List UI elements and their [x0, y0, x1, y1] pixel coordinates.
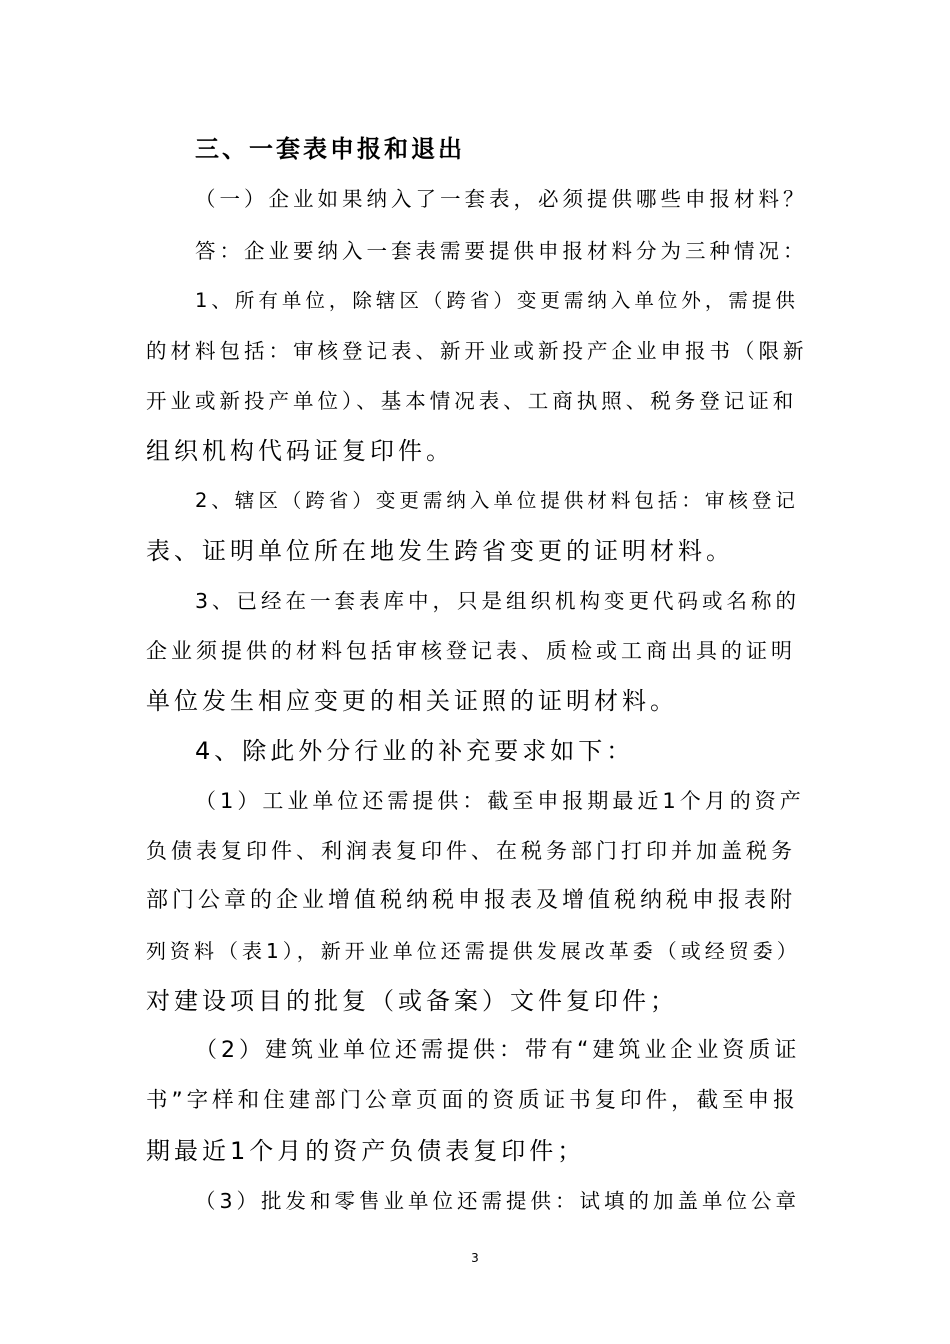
paragraph-line: 2、辖区（跨省）变更需纳入单位提供材料包括：审核登记 [195, 489, 799, 512]
page-number: 3 [471, 1251, 479, 1265]
paragraph-line: 部门公章的企业增值税纳税申报表及增值税纳税申报表附 [146, 888, 797, 913]
question-line: （一）企业如果纳入了一套表，必须提供哪些申报材料？ [195, 187, 808, 211]
paragraph-line: 列资料（表1），新开业单位还需提供发展改革委（或经贸委） [146, 939, 801, 963]
paragraph-line: 企业须提供的材料包括审核登记表、质检或工商出具的证明 [146, 639, 796, 663]
paragraph-line: 3、已经在一套表库中，只是组织机构变更代码或名称的 [195, 589, 801, 613]
paragraph-line: （3）批发和零售业单位还需提供：试填的加盖单位公章 [195, 1189, 801, 1213]
paragraph-line: 的材料包括：审核登记表、新开业或新投产企业申报书（限新 [146, 339, 808, 363]
paragraph-line: （1）工业单位还需提供：截至申报期最近1个月的资产 [195, 789, 805, 813]
paragraph-line: 4、除此外分行业的补充要求如下： [195, 737, 635, 765]
answer-line: 答：企业要纳入一套表需要提供申报材料分为三种情况： [195, 239, 808, 263]
paragraph-line: 书”字样和住建部门公章页面的资质证书复印件，截至申报 [146, 1088, 799, 1113]
paragraph-line: 期最近1个月的资产负债表复印件； [146, 1137, 586, 1165]
paragraph-line: 1、所有单位，除辖区（跨省）变更需纳入单位外，需提供 [195, 289, 799, 312]
paragraph-line: 对建设项目的批复（或备案）文件复印件； [146, 987, 678, 1015]
paragraph-line: 表、证明单位所在地发生跨省变更的证明材料。 [146, 537, 734, 565]
paragraph-line: 单位发生相应变更的相关证照的证明材料。 [146, 687, 678, 715]
paragraph-line: 负债表复印件、利润表复印件、在税务部门打印并加盖税务 [146, 839, 796, 863]
paragraph-line: 组织机构代码证复印件。 [146, 437, 454, 465]
paragraph-line: 开业或新投产单位）、基本情况表、工商执照、税务登记证和 [146, 389, 798, 413]
section-heading: 三、一套表申报和退出 [195, 135, 465, 163]
paragraph-line: （2）建筑业单位还需提供：带有“建筑业企业资质证 [195, 1038, 801, 1063]
